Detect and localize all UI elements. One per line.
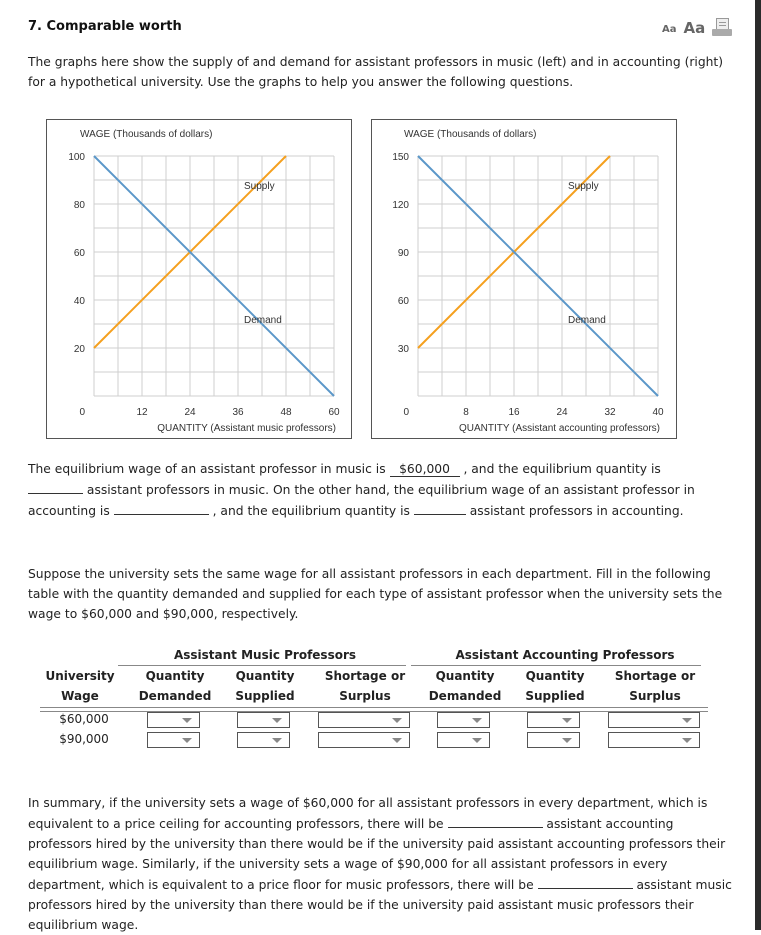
x-axis-label: QUANTITY (Assistant accounting professors) xyxy=(459,423,660,434)
group-header-music: Assistant Music Professors xyxy=(173,648,357,662)
y-axis-label: WAGE (Thousands of dollars) xyxy=(80,129,213,140)
eq-text-3: assistant professors in music. On the other hand, the equilibrium wage of an assistant professor in xyxy=(86,483,695,497)
acct-qs-90000-dropdown[interactable] xyxy=(527,732,580,748)
intro-text: The graphs here show the supply of and demand for assistant professors in music (left) and in accounting (right) for a hypothetical university. Use the graphs to help you answer the following questions. xyxy=(28,55,724,89)
toolbar xyxy=(662,18,732,36)
music-qd-60000-dropdown[interactable] xyxy=(147,712,200,728)
acct-qs-60000-dropdown[interactable] xyxy=(527,712,580,728)
music-ss-60000-dropdown[interactable] xyxy=(318,712,410,728)
music-ss-90000-dropdown[interactable] xyxy=(318,732,410,748)
summary-text-2: assistant accounting professors hired by the university than there would be if the university paid assistant accounting professors their equilibrium wage. Similarly, if the university sets a wage of $90,000 for all assistant professors in every department, which is equivalent to a price floor for music professors, there will be xyxy=(28,817,726,892)
y-tick-label: 80 xyxy=(73,200,85,211)
eq-text-6: assistant professors in accounting. xyxy=(469,504,684,518)
eq-text-1: The equilibrium wage of an assistant professor in music is xyxy=(28,462,386,476)
y-tick-label: 40 xyxy=(73,296,85,307)
x-tick-label: 24 xyxy=(556,407,568,418)
x-axis-label: QUANTITY (Assistant music professors) xyxy=(157,423,336,434)
eq-text-5: , and the equilibrium quantity is xyxy=(212,504,410,518)
row-wage-90000: $90,000 xyxy=(59,732,109,746)
y-axis-label: WAGE (Thousands of dollars) xyxy=(404,129,537,140)
x-tick-label: 16 xyxy=(508,407,520,418)
x-tick-label: 40 xyxy=(652,407,664,418)
x-tick-label: 60 xyxy=(328,407,340,418)
music-eq-wage-answer[interactable]: $60,000 xyxy=(390,462,460,477)
x-tick-label: 48 xyxy=(280,407,292,418)
col-header-wage: University Wage xyxy=(45,669,115,703)
music-chart xyxy=(46,119,352,439)
row-wage-60000: $60,000 xyxy=(59,712,109,726)
x-tick-label: 32 xyxy=(604,407,616,418)
y-tick-label: 90 xyxy=(397,248,409,259)
eq-text-2: , and the equilibrium quantity is xyxy=(463,462,661,476)
music-eq-quantity-answer[interactable] xyxy=(28,479,83,494)
col-header-music-qd: Quantity Demanded xyxy=(138,669,212,703)
y-tick-label: 30 xyxy=(397,344,409,355)
supply-label: Supply xyxy=(568,180,599,192)
col-header-music-ss: Shortage or Surplus xyxy=(324,669,406,703)
table-intro-text: Suppose the university sets the same wage for all assistant professors in each department. Fill in the following table with the quantity demanded and supplied for each type of assistant professor when the university sets the wage to $60,000 and $90,000, respectively. xyxy=(28,567,723,621)
summary-text-3: assistant music professors hired by the university than there would be if the university paid assistant music professors their equilibrium wage. xyxy=(28,878,732,932)
y-tick-label: 20 xyxy=(73,344,85,355)
equilibrium-paragraph xyxy=(28,459,738,521)
y-tick-label: 0 xyxy=(403,407,409,418)
acct-qd-60000-dropdown[interactable] xyxy=(437,712,490,728)
music-hired-comparison-answer[interactable] xyxy=(538,874,633,889)
col-header-acct-qd: Quantity Demanded xyxy=(428,669,502,703)
eq-text-4: accounting is xyxy=(28,504,110,518)
demand-label: Demand xyxy=(568,315,606,327)
x-tick-label: 24 xyxy=(184,407,196,418)
acct-ss-60000-dropdown[interactable] xyxy=(608,712,700,728)
col-header-acct-qs: Quantity Supplied xyxy=(525,669,585,703)
acct-qd-90000-dropdown[interactable] xyxy=(437,732,490,748)
font-size-large-button[interactable]: Aa xyxy=(683,19,706,37)
accounting-chart xyxy=(371,119,677,439)
accounting-eq-quantity-answer[interactable] xyxy=(414,500,466,515)
question-title: 7. Comparable worth xyxy=(28,19,182,34)
col-header-acct-ss: Shortage or Surplus xyxy=(614,669,696,703)
accounting-eq-wage-answer[interactable] xyxy=(114,500,209,515)
y-tick-label: 150 xyxy=(392,152,409,163)
x-tick-label: 36 xyxy=(232,407,244,418)
y-tick-label: 120 xyxy=(392,200,409,211)
music-qd-90000-dropdown[interactable] xyxy=(147,732,200,748)
x-tick-label: 12 xyxy=(136,407,148,418)
summary-paragraph xyxy=(28,793,738,935)
print-icon[interactable] xyxy=(712,18,732,36)
y-tick-label: 60 xyxy=(397,296,409,307)
music-qs-60000-dropdown[interactable] xyxy=(237,712,290,728)
supply-label: Supply xyxy=(244,180,275,192)
summary-text-1: In summary, if the university sets a wage of $60,000 for all assistant professors in every department, which is equivalent to a price ceiling for accounting professors, there will be xyxy=(28,796,708,831)
acct-ss-90000-dropdown[interactable] xyxy=(608,732,700,748)
y-tick-label: 60 xyxy=(73,248,85,259)
demand-label: Demand xyxy=(244,315,282,327)
window-edge xyxy=(755,0,761,930)
x-tick-label: 8 xyxy=(463,407,469,418)
music-qs-90000-dropdown[interactable] xyxy=(237,732,290,748)
y-tick-label: 100 xyxy=(68,152,85,163)
font-size-small-button[interactable]: Aa xyxy=(662,24,677,35)
col-header-music-qs: Quantity Supplied xyxy=(235,669,295,703)
accounting-hired-comparison-answer[interactable] xyxy=(448,813,543,828)
y-tick-label: 0 xyxy=(79,407,85,418)
group-header-accounting: Assistant Accounting Professors xyxy=(455,648,675,662)
